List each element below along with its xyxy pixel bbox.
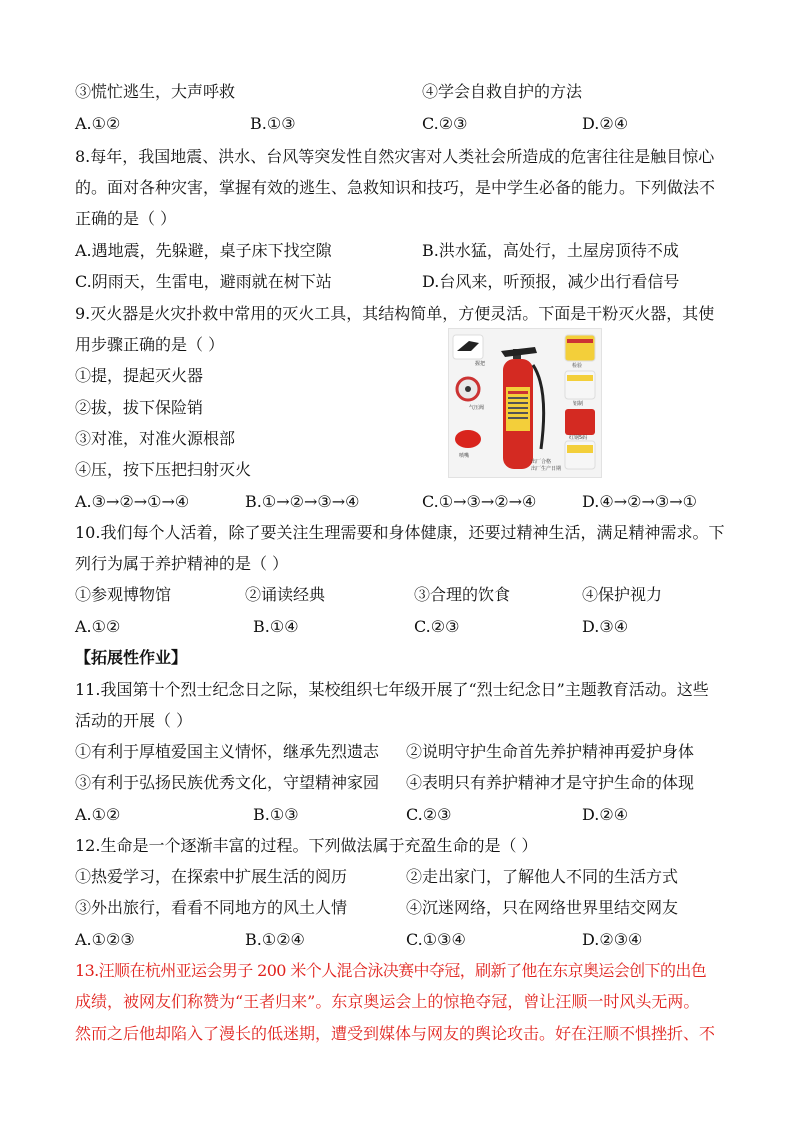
q9-choice-c: C.①→③→②→④: [422, 492, 537, 511]
q7-choice-d: D.②④: [582, 114, 629, 133]
q9-step-3: ③对准，对准火源根部: [75, 429, 236, 448]
q8-choice-a: A.遇地震，先躲避，桌子床下找空隙: [75, 241, 332, 260]
q12-choice-a: A.①②③: [75, 930, 135, 949]
fire-extinguisher-illustration: [449, 329, 601, 477]
q10-choice-d: D.③④: [582, 617, 629, 636]
q13-stem-line-1: 13.汪顺在杭州亚运会男子 200 米个人混合泳决赛中夺冠，刷新了他在东京奥运会创下的出色: [75, 961, 707, 980]
q10-item-2: ②诵读经典: [245, 585, 326, 604]
q11-stem-line-1: 11.我国第十个烈士纪念日之际，某校组织七年级开展了“烈士纪念日”主题教育活动。这些: [75, 680, 709, 699]
label-red-steel: 红钢5码: [569, 435, 588, 441]
q9-choice-b: B.①→②→③→④: [245, 492, 360, 511]
label-nozzle: 喷嘴: [459, 453, 470, 459]
q12-option-2: ②走出家门，了解他人不同的生活方式: [406, 867, 679, 886]
q11-choice-c: C.②③: [406, 805, 452, 824]
q8-stem-line-3: 正确的是（ ）: [75, 209, 177, 228]
q11-choice-d: D.②④: [582, 805, 629, 824]
q10-item-3: ③合理的饮食: [414, 585, 511, 604]
fire-extinguisher-figure: [448, 328, 602, 478]
q7-option-4: ④学会自救自护的方法: [422, 82, 583, 101]
hose: [533, 365, 544, 449]
q13-stem-line-3: 然而之后他却陷入了漫长的低迷期，遭受到媒体与网友的舆论攻击。好在汪顺不惧挫折、不: [75, 1024, 716, 1043]
label-production-date: 出厂生产日期: [531, 466, 562, 472]
label-certified: 出厂合格: [531, 459, 552, 465]
q12-option-1: ①热爱学习，在探索中扩展生活的阅历: [75, 867, 348, 886]
q10-item-4: ④保护视力: [582, 585, 663, 604]
q11-option-2: ②说明守护生命首先养护精神再爱护身体: [406, 742, 695, 761]
label-handle: 握把: [475, 361, 486, 367]
q10-choice-a: A.①②: [75, 617, 121, 636]
q12-choice-b: B.①②④: [245, 930, 305, 949]
q10-stem-line-1: 10.我们每个人活着，除了要关注生理需要和身体健康，还要过精神生活，满足精神需求。下: [75, 523, 725, 542]
label-pressure-valve: 气压阀: [469, 405, 485, 411]
q11-option-4: ④表明只有养护精神才是守护生命的体现: [406, 773, 695, 792]
q12-stem-line-1: 12.生命是一个逐渐丰富的过程。下列做法属于充盈生命的是（ ）: [75, 836, 538, 855]
cylinder-thumbnail: [565, 409, 595, 435]
q9-step-4: ④压，按下压把扫射灭火: [75, 460, 252, 479]
q7-option-3: ③慌忙逃生，大声呼救: [75, 82, 236, 101]
nozzle-icon: [455, 430, 481, 448]
inspection-tag-thumbnail: [565, 335, 595, 361]
q10-choice-c: C.②③: [414, 617, 460, 636]
q8-choice-d: D.台风来，听预报，减少出行看信号: [422, 272, 680, 291]
q10-stem-line-2: 列行为属于养护精神的是（ ）: [75, 554, 289, 573]
section-title: 【拓展性作业】: [75, 648, 188, 667]
q9-step-2: ②拔，拔下保险销: [75, 398, 204, 417]
q9-step-1: ①提，提起灭火器: [75, 366, 204, 385]
q11-choice-a: A.①②: [75, 805, 121, 824]
q11-option-3: ③有利于弘扬民族优秀文化，守望精神家园: [75, 773, 380, 792]
q12-choice-c: C.①③④: [406, 930, 466, 949]
q7-choice-a: A.①②: [75, 114, 121, 133]
q7-choice-c: C.②③: [422, 114, 468, 133]
q8-stem-line-1: 8.每年，我国地震、洪水、台风等突发性自然灾害对人类社会所造成的危害往往是触目惊心: [75, 147, 715, 166]
q12-option-4: ④沉迷网络，只在网络世界里结交网友: [406, 898, 679, 917]
q9-choice-a: A.③→②→①→④: [75, 492, 190, 511]
q9-stem-line-2: 用步骤正确的是（ ）: [75, 335, 225, 354]
q8-choice-b: B.洪水猛，高处行，土屋房顶待不成: [422, 241, 679, 260]
q11-choice-b: B.①③: [253, 805, 299, 824]
q13-stem-line-2: 成绩，被网友们称赞为“王者归来”。东京奥运会上的惊艳夺冠，曾让汪顺一时风头无两。: [75, 992, 700, 1011]
q11-option-1: ①有利于厚植爱国主义情怀，继承先烈遗志: [75, 742, 380, 761]
q7-choice-b: B.①③: [250, 114, 296, 133]
q11-stem-line-2: 活动的开展（ ）: [75, 711, 193, 730]
label-inspection: 检验: [572, 363, 583, 369]
q9-stem-line-1: 9.灭火器是火灾扑救中常用的灭火工具，其结构简单，方便灵活。下面是干粉灭火器，其使: [75, 304, 715, 323]
q10-choice-b: B.①④: [253, 617, 299, 636]
q12-choice-d: D.②③④: [582, 930, 643, 949]
q8-choice-c: C.阴雨天，生雷电，避雨就在树下站: [75, 272, 332, 291]
label-aluminum: 铝制: [573, 401, 584, 407]
q8-stem-line-2: 的。面对各种灾害，掌握有效的逃生、急救知识和技巧，是中学生必备的能力。下列做法不: [75, 178, 716, 197]
q12-option-3: ③外出旅行，看看不同地方的风土人情: [75, 898, 348, 917]
q9-choice-d: D.④→②→③→①: [582, 492, 697, 511]
q10-item-1: ①参观博物馆: [75, 585, 172, 604]
